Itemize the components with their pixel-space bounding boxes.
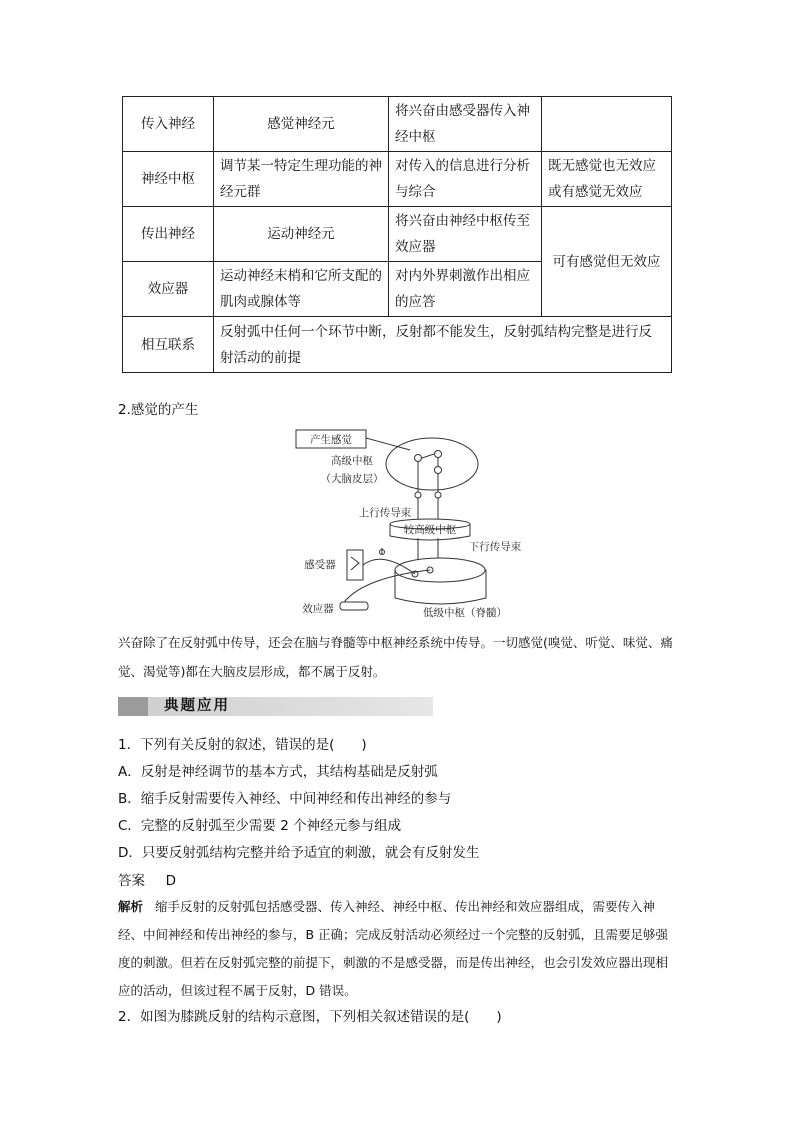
table-cell xyxy=(542,97,672,152)
question-stem: 1．下列有关反射的叙述，错误的是( ) xyxy=(118,737,367,753)
sensation-box-label: 产生感觉 xyxy=(310,434,352,446)
option-b: B．缩手反射需要传入神经、中间神经和传出神经的参与 xyxy=(118,791,452,807)
table-cell: 感觉神经元 xyxy=(214,97,389,152)
table-row xyxy=(123,152,672,207)
answer-value: D xyxy=(165,873,176,889)
effector-label: 效应器 xyxy=(302,603,334,615)
analysis-label: 解析 xyxy=(118,899,144,914)
sensation-paragraph: 兴奋除了在反射弧中传导，还会在脑与脊髓等中枢神经系统中传导。一切感觉(嗅觉、听觉、味觉、痛觉、渴觉等)都在大脑皮层形成，都不属于反射。 xyxy=(118,635,673,679)
higher-center-label: 较高级中枢 xyxy=(403,524,457,536)
effector-shape xyxy=(340,602,368,610)
ascending-label: 上行传导束 xyxy=(358,507,412,519)
high-center-label: 高级中枢 xyxy=(331,455,373,467)
table-cell: 传入神经 xyxy=(123,97,214,152)
table-cell: 运动神经末梢和它所支配的肌肉或腺体等 xyxy=(214,262,389,317)
receptor-box xyxy=(347,550,363,580)
table-cell: 对内外界刺激作出相应的应答 xyxy=(389,262,542,317)
sensation-diagram xyxy=(290,420,540,620)
table-row xyxy=(123,207,672,262)
table-cell: 将兴奋由神经中枢传至效应器 xyxy=(389,207,542,262)
table-row xyxy=(123,97,672,152)
question2-stem: 2．如图为膝跳反射的结构示意图，下列相关叙述错误的是( ) xyxy=(118,1009,502,1025)
table-cell: 神经中枢 xyxy=(123,152,214,207)
option-d: D．只要反射弧结构完整并给予适宜的刺激，就会有反射发生 xyxy=(118,845,480,861)
reflex-arc-table xyxy=(122,96,672,373)
table-cell: 调节某一特定生理功能的神经元群 xyxy=(214,152,389,207)
answer-label: 答案 xyxy=(118,873,145,889)
table-cell: 效应器 xyxy=(123,262,214,317)
descending-label: 下行传导束 xyxy=(468,541,522,553)
section-banner xyxy=(118,697,433,716)
table-cell: 既无感觉也无效应或有感觉无效应 xyxy=(542,152,672,207)
table-row xyxy=(123,317,672,373)
banner-title: 典题应用 xyxy=(164,698,230,714)
analysis-text: 缩手反射的反射弧包括感受器、传入神经、神经中枢、传出神经和效应器组成，需要传入神经、中间神经和传出神经的参与，B 正确；完成反射活动必须经过一个完整的反射弧，且需要足够强度的刺激。但若在反射弧完整的前提下，刺激的不是感受器，而是传出神经，也会引发效应器出现相应的活动，但该过程不属于反射，D 错误。 xyxy=(118,899,669,998)
table-cell: 可有感觉但无效应 xyxy=(542,207,672,317)
option-c: C．完整的反射弧至少需要 2 个神经元参与组成 xyxy=(118,818,402,834)
receptor-label: 感受器 xyxy=(304,559,336,571)
analysis-block xyxy=(118,893,680,1005)
table-cell: 运动神经元 xyxy=(214,207,389,262)
low-center-label: 低级中枢（脊髓） xyxy=(423,607,507,619)
answer-line xyxy=(118,869,176,889)
cortex-ellipse xyxy=(386,438,478,490)
table-cell: 将兴奋由感受器传入神经中枢 xyxy=(389,97,542,152)
table-cell: 相互联系 xyxy=(123,317,214,373)
option-a: A．反射是神经调节的基本方式，其结构基础是反射弧 xyxy=(118,764,438,780)
section-heading: 2.感觉的产生 xyxy=(118,402,199,418)
table-cell: 反射弧中任何一个环节中断，反射都不能发生，反射弧结构完整是进行反射活动的前提 xyxy=(214,317,672,373)
table-cell: 对传入的信息进行分析与综合 xyxy=(389,152,542,207)
table-cell: 传出神经 xyxy=(123,207,214,262)
cortex-label: （大脑皮层） xyxy=(320,473,384,485)
